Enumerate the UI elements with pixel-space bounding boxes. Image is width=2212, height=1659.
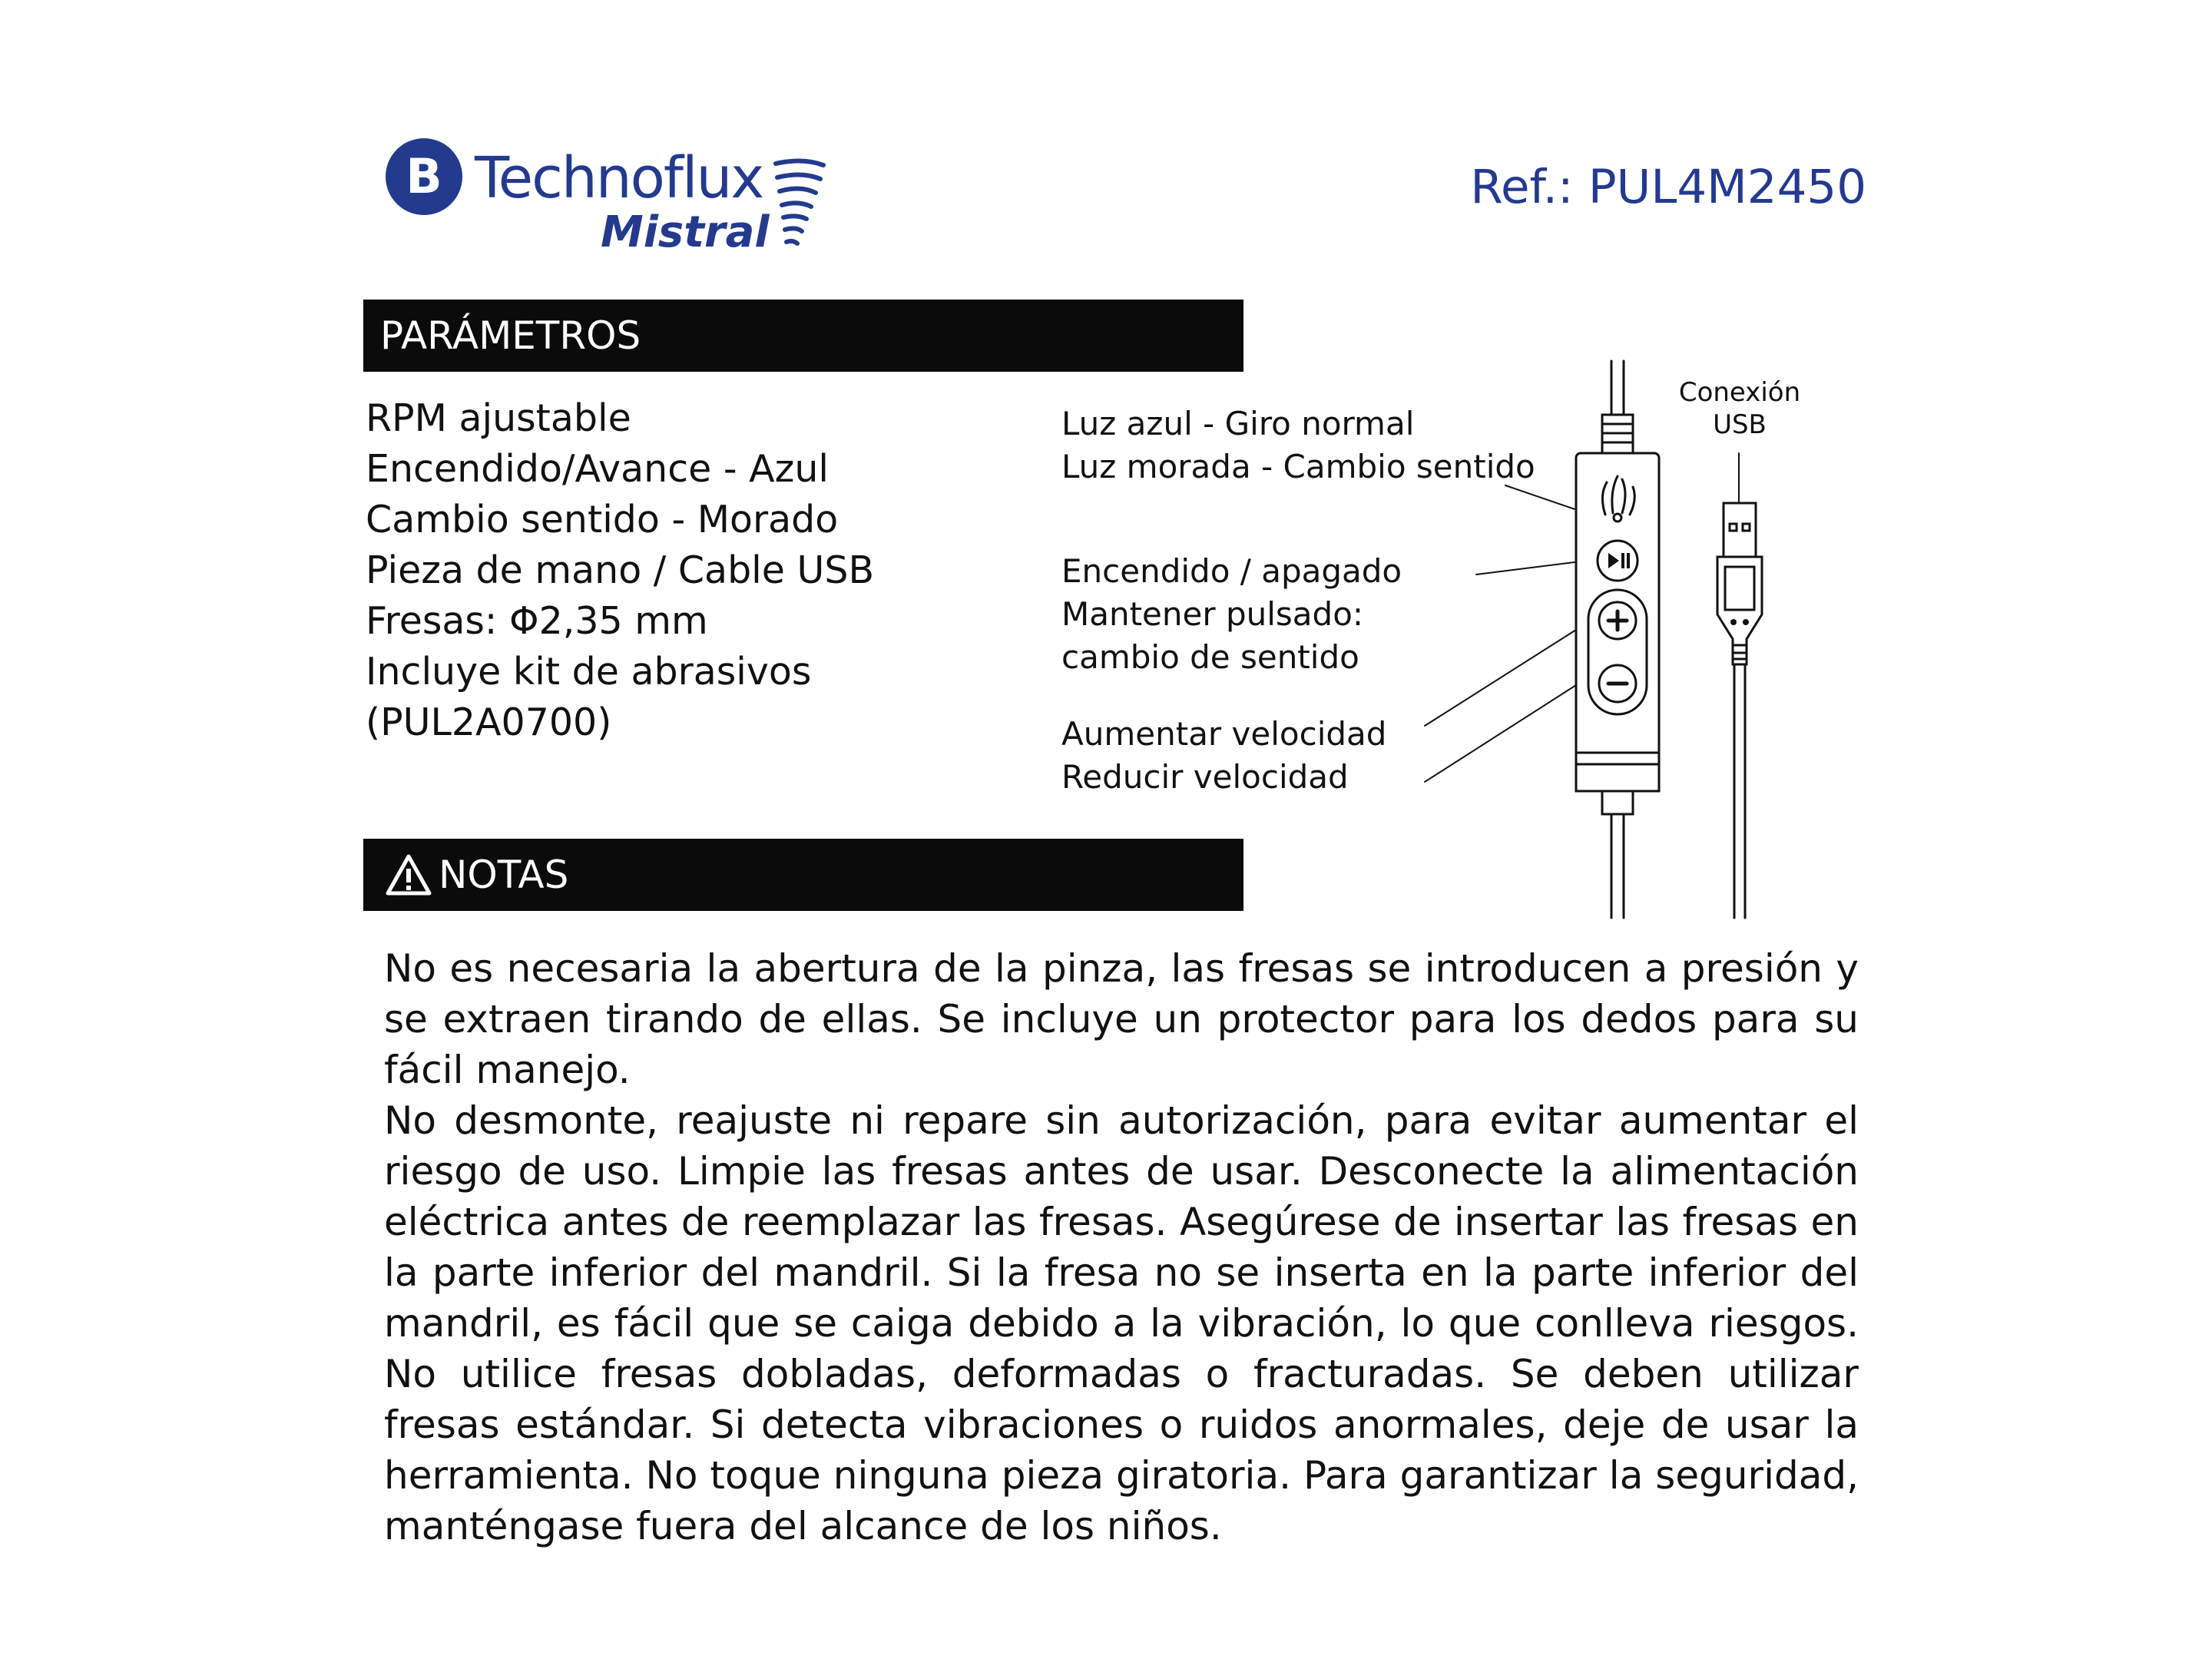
notes-heading-text: NOTAS xyxy=(439,853,569,897)
notes-paragraph: No es necesaria la abertura de la pinza, las fresas se introducen a presión y se extraen tirando de ellas. Se incluye un protector para los dedos para su fácil manejo. xyxy=(384,946,1859,1092)
power-label: Encendido / apagado xyxy=(1061,552,1402,590)
light-label-purple: Luz morada - Cambio sentido xyxy=(1061,448,1535,485)
reference-code: Ref.: PUL4M2450 xyxy=(1470,160,1866,214)
svg-text:B: B xyxy=(406,148,442,204)
warning-icon xyxy=(385,853,432,896)
power-labels xyxy=(1061,550,1402,679)
leader-line-power xyxy=(1476,562,1575,575)
parameter-item: Fresas: Φ2,35 mm xyxy=(366,599,708,643)
notes-paragraph: No desmonte, reajuste ni repare sin autorización, para evitar aumentar el riesgo de uso. Limpie las fresas antes de usar. Desconecte la alimentación eléctrica antes de reemplazar las fresas. Asegúrese de insertar las fresas en la parte inferior del mandril. Si la fresa no se inserta en la parte inferior del mandril, es fácil que se caiga debido a la vibración, lo que conlleva riesgos. No utilice fresas dobladas, deformadas o fracturadas. Se deben utilizar fresas estándar. Si detecta vibraciones o ruidos anormales, deje de usar la herramienta. No toque ninguna pieza giratoria. Para garantizar la seguridad, manténgase fuera del alcance de los niños. xyxy=(384,1098,1859,1548)
parameters-list xyxy=(366,393,874,748)
notes-body xyxy=(384,943,1859,1551)
parameter-item: Cambio sentido - Morado xyxy=(366,498,839,541)
parameter-item: Encendido/Avance - Azul xyxy=(366,447,830,491)
parameter-item: Incluye kit de abrasivos xyxy=(366,650,812,694)
usb-label: Conexión USB xyxy=(1678,377,1801,440)
leader-line-plus xyxy=(1425,630,1576,726)
notes-heading xyxy=(363,839,1243,911)
brand-subname: Mistral xyxy=(601,207,770,257)
hold-label: Mantener pulsado: xyxy=(1061,595,1364,633)
speed-labels xyxy=(1061,713,1386,799)
parameter-item: Pieza de mano / Cable USB xyxy=(366,548,875,592)
brand-name: Technoflux xyxy=(475,145,763,211)
controller-diagram xyxy=(1382,353,1874,925)
speed-up-label: Aumentar velocidad xyxy=(1061,715,1387,753)
parameters-heading xyxy=(363,300,1243,372)
parameters-heading-text: PARÁMETROS xyxy=(380,313,641,358)
parameter-item: (PUL2A0700) xyxy=(366,700,612,744)
speed-down-label: Reducir velocidad xyxy=(1061,758,1349,796)
light-label-blue: Luz azul - Giro normal xyxy=(1061,405,1415,442)
leader-line-light xyxy=(1505,485,1586,513)
tornado-icon xyxy=(776,161,823,243)
reverse-label: cambio de sentido xyxy=(1061,638,1359,676)
usb-plug-icon xyxy=(1717,453,1762,918)
leader-line-minus xyxy=(1425,685,1576,782)
parameter-item: RPM ajustable xyxy=(366,396,631,440)
brand-logo xyxy=(384,134,830,257)
